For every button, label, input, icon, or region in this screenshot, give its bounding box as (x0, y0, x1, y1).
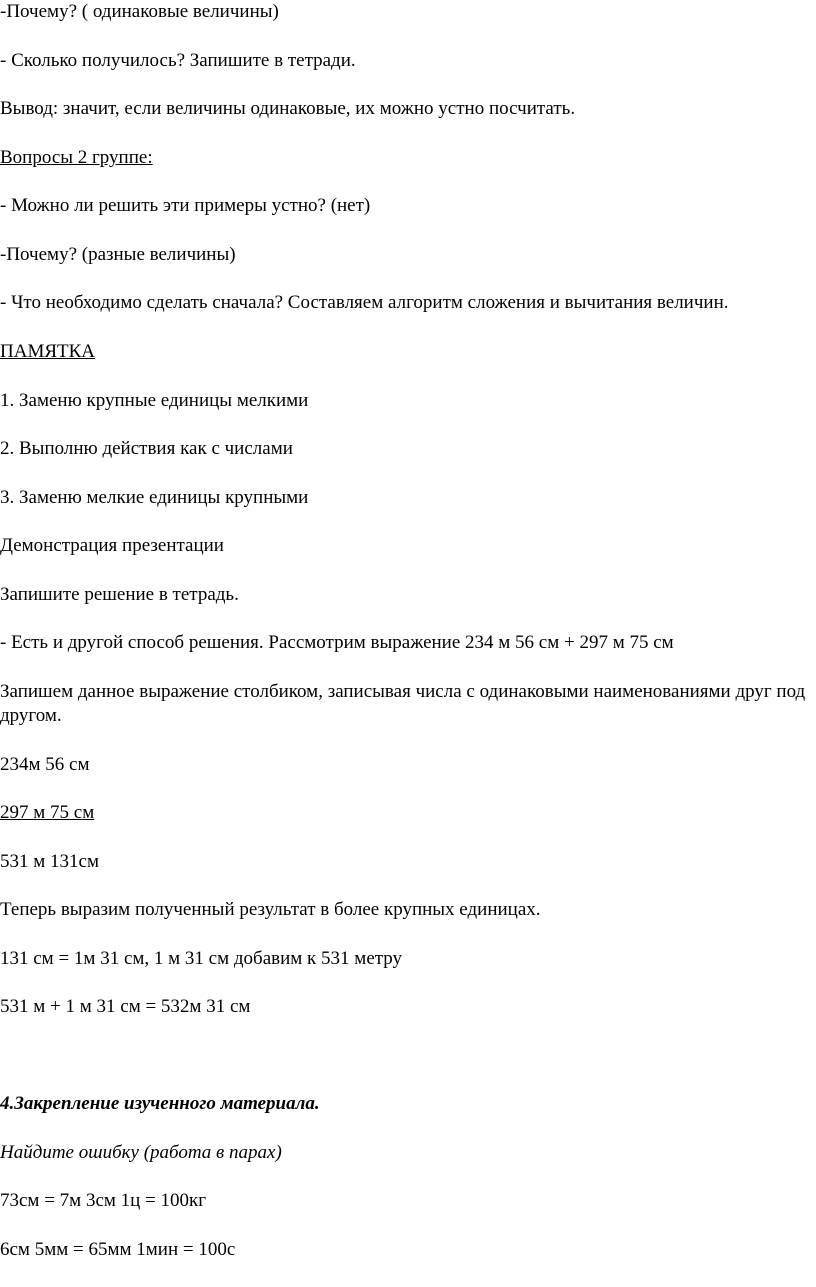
text-line-can-solve: - Можно ли решить эти примеры устно? (нет) (0, 195, 371, 216)
memo-step-3: 3. Заменю мелкие единицы крупными (0, 487, 309, 508)
text-line-conversion: 131 см = 1м 31 см, 1 м 31 см добавим к 531 метру (0, 948, 403, 969)
section-heading-reinforcement: 4.Закрепление изученного материала. (0, 1093, 320, 1114)
text-line-conclusion: Вывод: значит, если величины одинаковые, их можно устно посчитать. (0, 98, 576, 119)
text-line-final-sum: 531 м + 1 м 31 см = 532м 31 см (0, 996, 251, 1017)
text-line-write-solution: Запишите решение в тетрадь. (0, 584, 239, 605)
text-line-why-same: -Почему? ( одинаковые величины) (0, 1, 279, 22)
task-find-error: Найдите ошибку (работа в парах) (0, 1142, 282, 1163)
memo-step-2: 2. Выполню действия как с числами (0, 438, 293, 459)
text-line-larger-units: Теперь выразим полученный результат в более крупных единицах. (0, 899, 541, 920)
exercise-line-1: 73см = 7м 3см 1ц = 100кг (0, 1190, 207, 1211)
text-line-column-writing: Запишем данное выражение столбиком, записывая числа с одинаковыми наименованиями друг под другом. (0, 681, 806, 726)
text-line-why-different: -Почему? (разные величины) (0, 244, 236, 265)
text-line-presentation: Демонстрация презентации (0, 535, 224, 556)
text-line-other-method: - Есть и другой способ решения. Рассмотрим выражение 234 м 56 см + 297 м 75 см (0, 632, 674, 653)
text-line-algorithm: - Что необходимо сделать сначала? Составляем алгоритм сложения и вычитания величин. (0, 292, 729, 313)
heading-group-2-questions: Вопросы 2 группе: (0, 147, 153, 168)
exercise-line-2: 6см 5мм = 65мм 1мин = 100с (0, 1239, 236, 1260)
heading-memo: ПАМЯТКА (0, 341, 96, 362)
column-result: 531 м 131см (0, 851, 99, 872)
column-operand-1: 234м 56 см (0, 754, 90, 775)
memo-step-1: 1. Заменю крупные единицы мелкими (0, 390, 309, 411)
column-operand-2: 297 м 75 см (0, 802, 95, 823)
text-line-how-much: - Сколько получилось? Запишите в тетради. (0, 50, 356, 71)
